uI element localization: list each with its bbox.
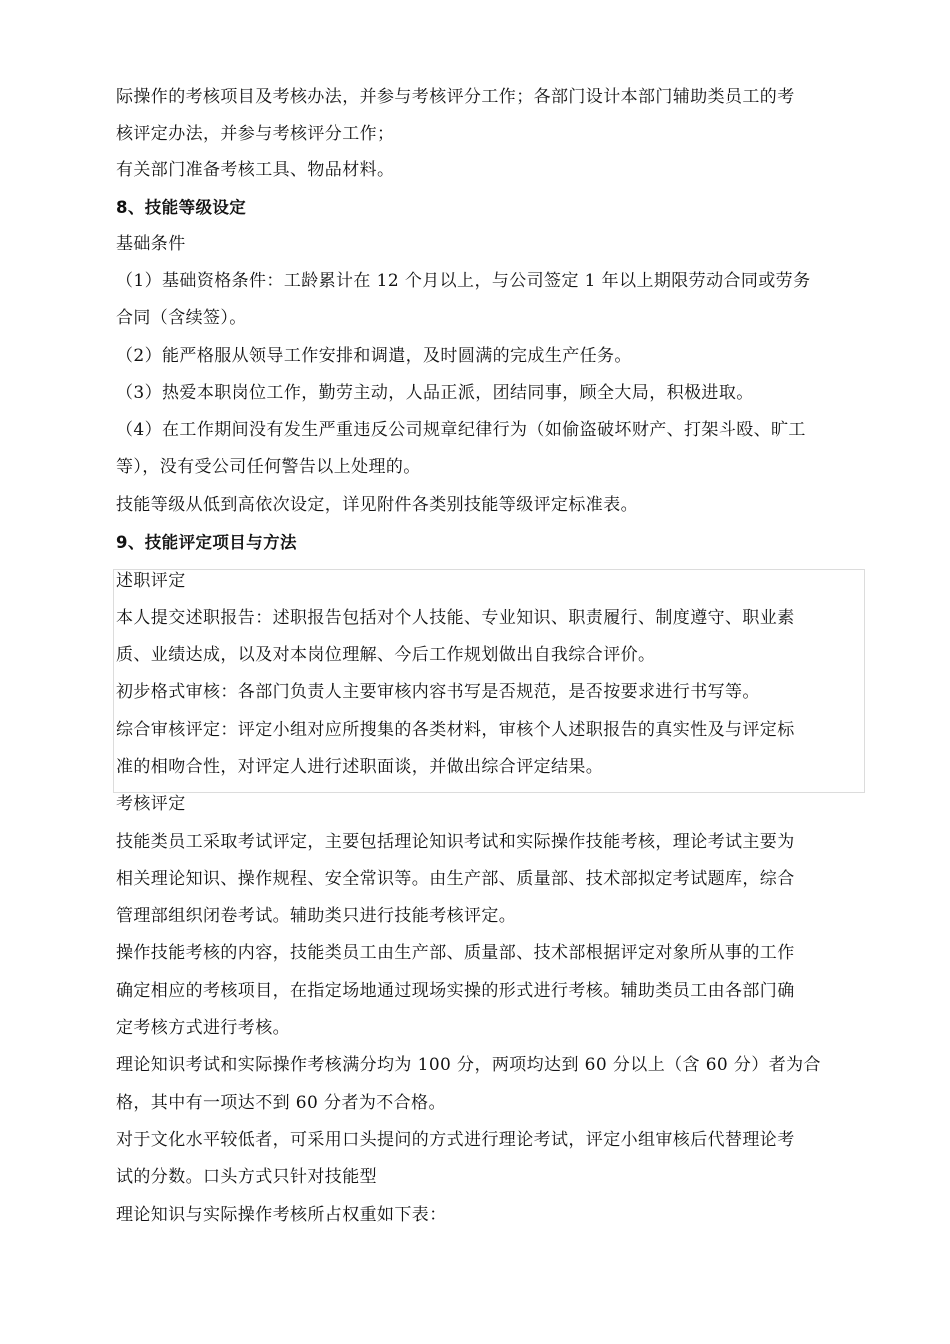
body-line: 核评定办法，并参与考核评分工作；	[116, 124, 395, 144]
body-line: 试的分数。口头方式只针对技能型	[116, 1167, 377, 1187]
body-line: （3）热爱本职岗位工作，勤劳主动，人品正派，团结同事，顾全大局，积极进取。	[116, 383, 754, 403]
body-line: （4）在工作期间没有发生严重违反公司规章纪律行为（如偷盗破坏财产、打架斗殴、旷工	[116, 420, 806, 440]
body-line: 合同（含续签）。	[116, 308, 247, 328]
body-line: 质、业绩达成，以及对本岗位理解、今后工作规划做出自我综合评价。	[116, 645, 656, 665]
body-line: 本人提交述职报告：述职报告包括对个人技能、专业知识、职责履行、制度遵守、职业素	[116, 608, 795, 628]
body-line: （2）能严格服从领导工作安排和调遣，及时圆满的完成生产任务。	[116, 346, 632, 366]
body-line: 准的相吻合性，对评定人进行述职面谈，并做出综合评定结果。	[116, 757, 604, 777]
body-line: 定考核方式进行考核。	[116, 1018, 290, 1038]
body-line: 理论知识与实际操作考核所占权重如下表：	[116, 1205, 447, 1225]
body-line: 管理部组织闭卷考试。辅助类只进行技能考核评定。	[116, 906, 517, 926]
body-line: 理论知识考试和实际操作考核满分均为 100 分，两项均达到 60 分以上（含 60 分）者为合	[116, 1055, 821, 1075]
body-line: （1）基础资格条件：工龄累计在 12 个月以上，与公司签定 1 年以上期限劳动合同或劳务	[116, 271, 811, 291]
body-line: 技能类员工采取考试评定，主要包括理论知识考试和实际操作技能考核，理论考试主要为	[116, 832, 795, 852]
body-line: 操作技能考核的内容，技能类员工由生产部、质量部、技术部根据评定对象所从事的工作	[116, 943, 795, 963]
section-heading-8: 8、技能等级设定	[116, 198, 247, 217]
body-line: 等），没有受公司任何警告以上处理的。	[116, 457, 421, 477]
body-line: 确定相应的考核项目，在指定场地通过现场实操的形式进行考核。辅助类员工由各部门确	[116, 981, 795, 1001]
body-line: 际操作的考核项目及考核办法，并参与考核评分工作；各部门设计本部门辅助类员工的考	[116, 87, 795, 107]
subheading-report-review: 述职评定	[116, 571, 186, 591]
body-line: 相关理论知识、操作规程、安全常识等。由生产部、质量部、技术部拟定考试题库，综合	[116, 869, 795, 889]
body-line: 初步格式审核：各部门负责人主要审核内容书写是否规范，是否按要求进行书写等。	[116, 682, 760, 702]
body-line: 有关部门准备考核工具、物品材料。	[116, 160, 395, 180]
body-line: 技能等级从低到高依次设定，详见附件各类别技能等级评定标准表。	[116, 495, 638, 515]
body-line: 综合审核评定：评定小组对应所搜集的各类材料，审核个人述职报告的真实性及与评定标	[116, 720, 795, 740]
body-line: 格，其中有一项达不到 60 分者为不合格。	[116, 1093, 446, 1113]
subheading-exam-review: 考核评定	[116, 794, 186, 814]
section-heading-9: 9、技能评定项目与方法	[116, 533, 297, 552]
subheading-basic-conditions: 基础条件	[116, 234, 186, 254]
body-line: 对于文化水平较低者，可采用口头提问的方式进行理论考试，评定小组审核后代替理论考	[116, 1130, 795, 1150]
